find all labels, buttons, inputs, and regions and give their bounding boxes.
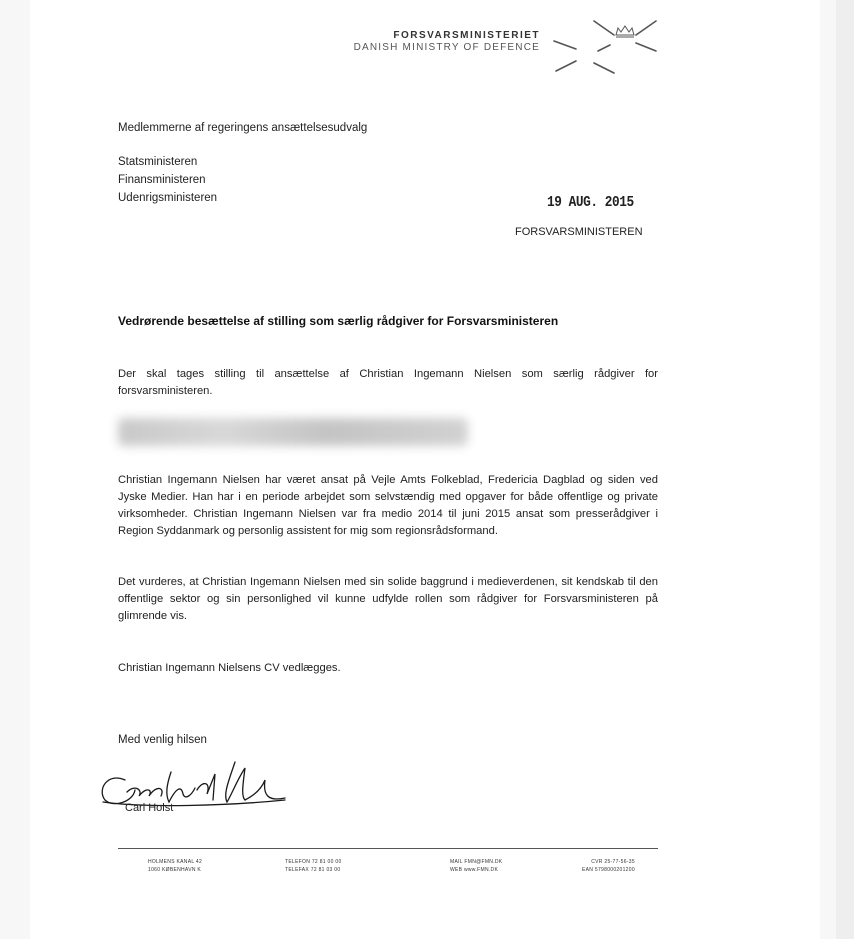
- ministry-name: FORSVARSMINISTERIET: [393, 30, 540, 41]
- recipient: Statsministeren: [118, 156, 198, 168]
- paragraph: Det vurderes, at Christian Ingemann Nielsen med sin solide baggrund i medieverdenen, sit kendskab til den offentlige sektor og sin personlighed vil kunne udfylde rollen som rådgiver for Forsvarsministeren på glimrende vis.: [118, 576, 658, 622]
- footer-text: TELEFON 72 81 00 00: [285, 859, 342, 865]
- paragraph: Der skal tages stilling til ansættelse af Christian Ingemann Nielsen som særlig rådgiver for forsvarsministeren.: [118, 368, 658, 397]
- signer-name: Carl Holst: [125, 802, 174, 814]
- footer-web: [450, 858, 502, 874]
- footer-text: WEB www.FMN.DK: [450, 867, 499, 873]
- ministry-subtitle: DANISH MINISTRY OF DEFENCE: [353, 42, 540, 53]
- letterhead: [290, 30, 540, 53]
- footer-phone: [285, 858, 342, 874]
- crown-emblem-icon: [552, 15, 662, 77]
- closing: Med venlig hilsen: [118, 734, 207, 746]
- recipient: Udenrigsministeren: [118, 192, 218, 204]
- footer-text: EAN 5798000201200: [582, 867, 635, 873]
- footer-text: CVR 25-77-56-35: [591, 859, 635, 865]
- footer-text: HOLMENS KANAL 42: [148, 859, 203, 865]
- paragraph: Christian Ingemann Nielsen har været ansat på Vejle Amts Folkeblad, Fredericia Dagblad og siden ved Jyske Medier. Han har i en periode arbejdet som selvstændig med opgaver for både offentlige og private virksomheder. Christian Ingemann Nielsen var fra medio 2014 til juni 2015 ansat som presserådgiver i Region Syddanmark og personlig assistent for mig som regionsrådsformand.: [118, 474, 658, 537]
- footer-text: 1060 KØBENHAVN K: [148, 867, 202, 873]
- page-edge: [836, 0, 854, 939]
- date-stamp: 19 AUG. 2015: [547, 194, 634, 211]
- footer-ids: [582, 858, 635, 874]
- addressee: Medlemmerne af regeringens ansættelsesudvalg: [118, 122, 368, 134]
- letter-subject: Vedrørende besættelse af stilling som særlig rådgiver for Forsvarsministeren: [118, 314, 559, 328]
- footer-divider: [118, 848, 658, 849]
- footer-address: [148, 858, 202, 874]
- footer-text: MAIL FMN@FMN.DK: [450, 859, 503, 865]
- sender-office: FORSVARSMINISTEREN: [515, 226, 643, 238]
- recipient-list: [118, 153, 217, 207]
- footer-text: TELEFAX 72 81 03 00: [285, 867, 341, 873]
- recipient: Finansministeren: [118, 174, 206, 186]
- redacted-text: [118, 418, 468, 446]
- paragraph: Christian Ingemann Nielsens CV vedlægges.: [118, 662, 341, 674]
